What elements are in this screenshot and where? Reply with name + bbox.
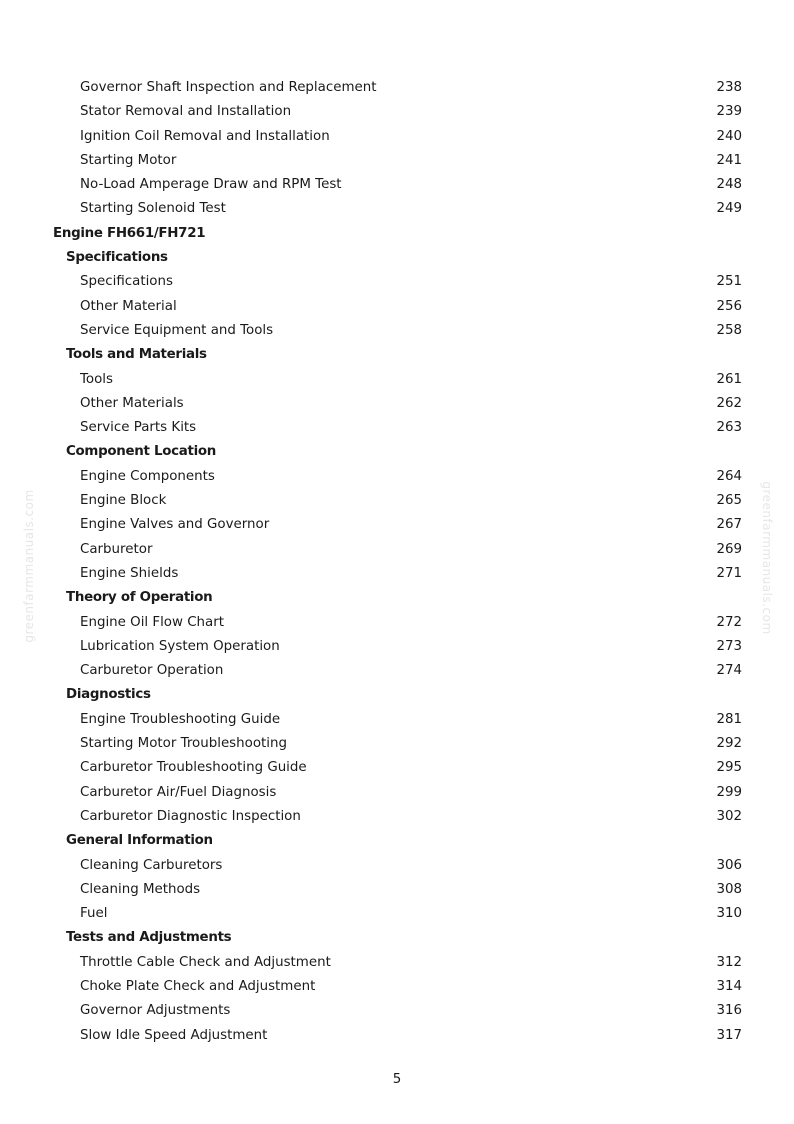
toc-section-heading: [0, 683, 794, 707]
toc-section-heading: [0, 586, 794, 610]
toc-entry-title: Starting Solenoid Test: [80, 201, 226, 217]
toc-entry-page-number: 258: [716, 322, 742, 338]
toc-entry[interactable]: [0, 659, 794, 683]
toc-entry[interactable]: [0, 562, 794, 586]
toc-section-heading: [0, 343, 794, 367]
toc-entry[interactable]: [0, 125, 794, 149]
toc-entry-title: Carburetor Troubleshooting Guide: [80, 760, 307, 776]
toc-entry-page-number: 317: [716, 1027, 742, 1043]
watermark-left: greenfarmmanuals.com: [22, 489, 36, 643]
toc-entry-page-number: 295: [716, 760, 742, 776]
toc-entry-title: General Information: [66, 833, 213, 849]
toc-entry-title: Slow Idle Speed Adjustment: [80, 1027, 268, 1043]
toc-entry-page-number: 299: [716, 784, 742, 800]
toc-entry[interactable]: [0, 975, 794, 999]
toc-entry-page-number: 238: [716, 80, 742, 95]
toc-entry-title: Tools and Materials: [66, 347, 207, 363]
toc-entry[interactable]: [0, 611, 794, 635]
toc-entry-page-number: 302: [716, 808, 742, 824]
toc-section-heading: [0, 926, 794, 950]
toc-entry[interactable]: [0, 878, 794, 902]
toc-entry-title: Engine Troubleshooting Guide: [80, 711, 281, 727]
toc-entry[interactable]: [0, 392, 794, 416]
toc-entry-title: Choke Plate Check and Adjustment: [80, 978, 316, 994]
toc-entry-title: Lubrication System Operation: [80, 638, 280, 654]
toc-entry-page-number: 239: [716, 104, 742, 120]
toc-entry[interactable]: [0, 100, 794, 124]
toc-entry[interactable]: [0, 295, 794, 319]
toc-entry-title: Governor Adjustments: [80, 1003, 231, 1019]
toc-entry-title: Engine Oil Flow Chart: [80, 614, 225, 630]
toc-entry-page-number: 273: [716, 638, 742, 654]
toc-entry[interactable]: [0, 319, 794, 343]
toc-entry-title: Fuel: [80, 906, 108, 922]
toc-entry-title: Component Location: [66, 444, 217, 460]
toc-entry-page-number: 265: [716, 493, 742, 509]
toc-entry-title: Throttle Cable Check and Adjustment: [80, 954, 331, 970]
toc-entry-title: Engine Components: [80, 468, 215, 484]
toc-section-heading: [0, 246, 794, 270]
toc-entry[interactable]: [0, 173, 794, 197]
toc-entry[interactable]: [0, 149, 794, 173]
toc-section-heading: [0, 440, 794, 464]
toc-entry-title: Carburetor Air/Fuel Diagnosis: [80, 784, 277, 800]
toc-entry-page-number: 263: [716, 420, 742, 436]
toc-entry-title: No-Load Amperage Draw and RPM Test: [80, 177, 342, 193]
toc-entry[interactable]: [0, 513, 794, 537]
toc-entry-page-number: 262: [716, 395, 742, 411]
toc-entry-page-number: 251: [716, 274, 742, 290]
toc-entry-page-number: 248: [716, 177, 742, 193]
toc-entry-page-number: 272: [716, 614, 742, 630]
page-number: 5: [392, 1072, 402, 1087]
toc-entry-title: Cleaning Carburetors: [80, 857, 223, 873]
toc-entry-page-number: 249: [716, 201, 742, 217]
toc-entry[interactable]: [0, 1024, 794, 1048]
toc-entry-page-number: 310: [716, 906, 742, 922]
toc-entry-title: Specifications: [66, 250, 168, 266]
toc-entry-page-number: 240: [716, 128, 742, 144]
toc-entry-page-number: 267: [716, 517, 742, 533]
toc-entry-page-number: 308: [716, 881, 742, 897]
toc-entry-page-number: 274: [716, 663, 742, 679]
toc-entry-title: Tools: [80, 371, 113, 387]
toc-entry-title: Service Parts Kits: [80, 420, 197, 436]
toc-entry[interactable]: [0, 708, 794, 732]
toc-entry-title: Carburetor: [80, 541, 153, 557]
toc-entry[interactable]: [0, 805, 794, 829]
toc-entry-title: Cleaning Methods: [80, 881, 201, 897]
toc-entry-title: Governor Shaft Inspection and Replacement: [80, 80, 377, 95]
toc-entry-title: Carburetor Operation: [80, 663, 224, 679]
watermark-right: greenfarmmanuals.com: [760, 481, 774, 635]
toc-entry[interactable]: [0, 951, 794, 975]
toc-entry[interactable]: [0, 999, 794, 1023]
toc-entry-page-number: 264: [716, 468, 742, 484]
toc-entry[interactable]: [0, 416, 794, 440]
toc-entry[interactable]: [0, 465, 794, 489]
toc-entry[interactable]: [0, 197, 794, 221]
toc-entry-page-number: 261: [716, 371, 742, 387]
toc-entry[interactable]: [0, 732, 794, 756]
toc-entry-page-number: 269: [716, 541, 742, 557]
toc-entry-title: Engine FH661/FH721: [53, 225, 206, 241]
toc-entry[interactable]: [0, 635, 794, 659]
toc-entry-title: Engine Valves and Governor: [80, 517, 270, 533]
toc-entry[interactable]: [0, 489, 794, 513]
toc-entry-title: Specifications: [80, 274, 173, 290]
toc-entry-page-number: 316: [716, 1003, 742, 1019]
toc-entry[interactable]: [0, 902, 794, 926]
toc-entry-title: Starting Motor: [80, 152, 177, 168]
table-of-contents: [0, 76, 794, 1048]
toc-entry[interactable]: [0, 756, 794, 780]
toc-entry-page-number: 314: [716, 978, 742, 994]
toc-entry-title: Diagnostics: [66, 687, 151, 703]
toc-entry-page-number: 271: [716, 565, 742, 581]
toc-entry-page-number: 292: [716, 736, 742, 752]
toc-entry-title: Engine Shields: [80, 565, 179, 581]
toc-entry-page-number: 281: [716, 711, 742, 727]
toc-entry[interactable]: [0, 76, 794, 100]
toc-entry-page-number: 306: [716, 857, 742, 873]
toc-entry-title: Tests and Adjustments: [66, 930, 232, 946]
toc-entry-title: Service Equipment and Tools: [80, 322, 274, 338]
toc-entry[interactable]: [0, 538, 794, 562]
toc-entry[interactable]: [0, 854, 794, 878]
toc-entry-page-number: 241: [716, 152, 742, 168]
toc-entry-title: Starting Motor Troubleshooting: [80, 736, 287, 752]
toc-entry-page-number: 256: [716, 298, 742, 314]
toc-entry[interactable]: [0, 781, 794, 805]
toc-section-heading: [0, 829, 794, 853]
toc-entry-title: Stator Removal and Installation: [80, 104, 292, 120]
toc-entry-title: Other Material: [80, 298, 177, 314]
toc-entry-title: Theory of Operation: [66, 590, 213, 606]
toc-entry-title: Ignition Coil Removal and Installation: [80, 128, 330, 144]
toc-entry[interactable]: [0, 270, 794, 294]
toc-entry-title: Engine Block: [80, 493, 167, 509]
toc-entry[interactable]: [0, 368, 794, 392]
toc-entry-title: Other Materials: [80, 395, 184, 411]
toc-entry-page-number: 312: [716, 954, 742, 970]
toc-chapter-heading: [0, 222, 794, 246]
toc-entry-title: Carburetor Diagnostic Inspection: [80, 808, 301, 824]
